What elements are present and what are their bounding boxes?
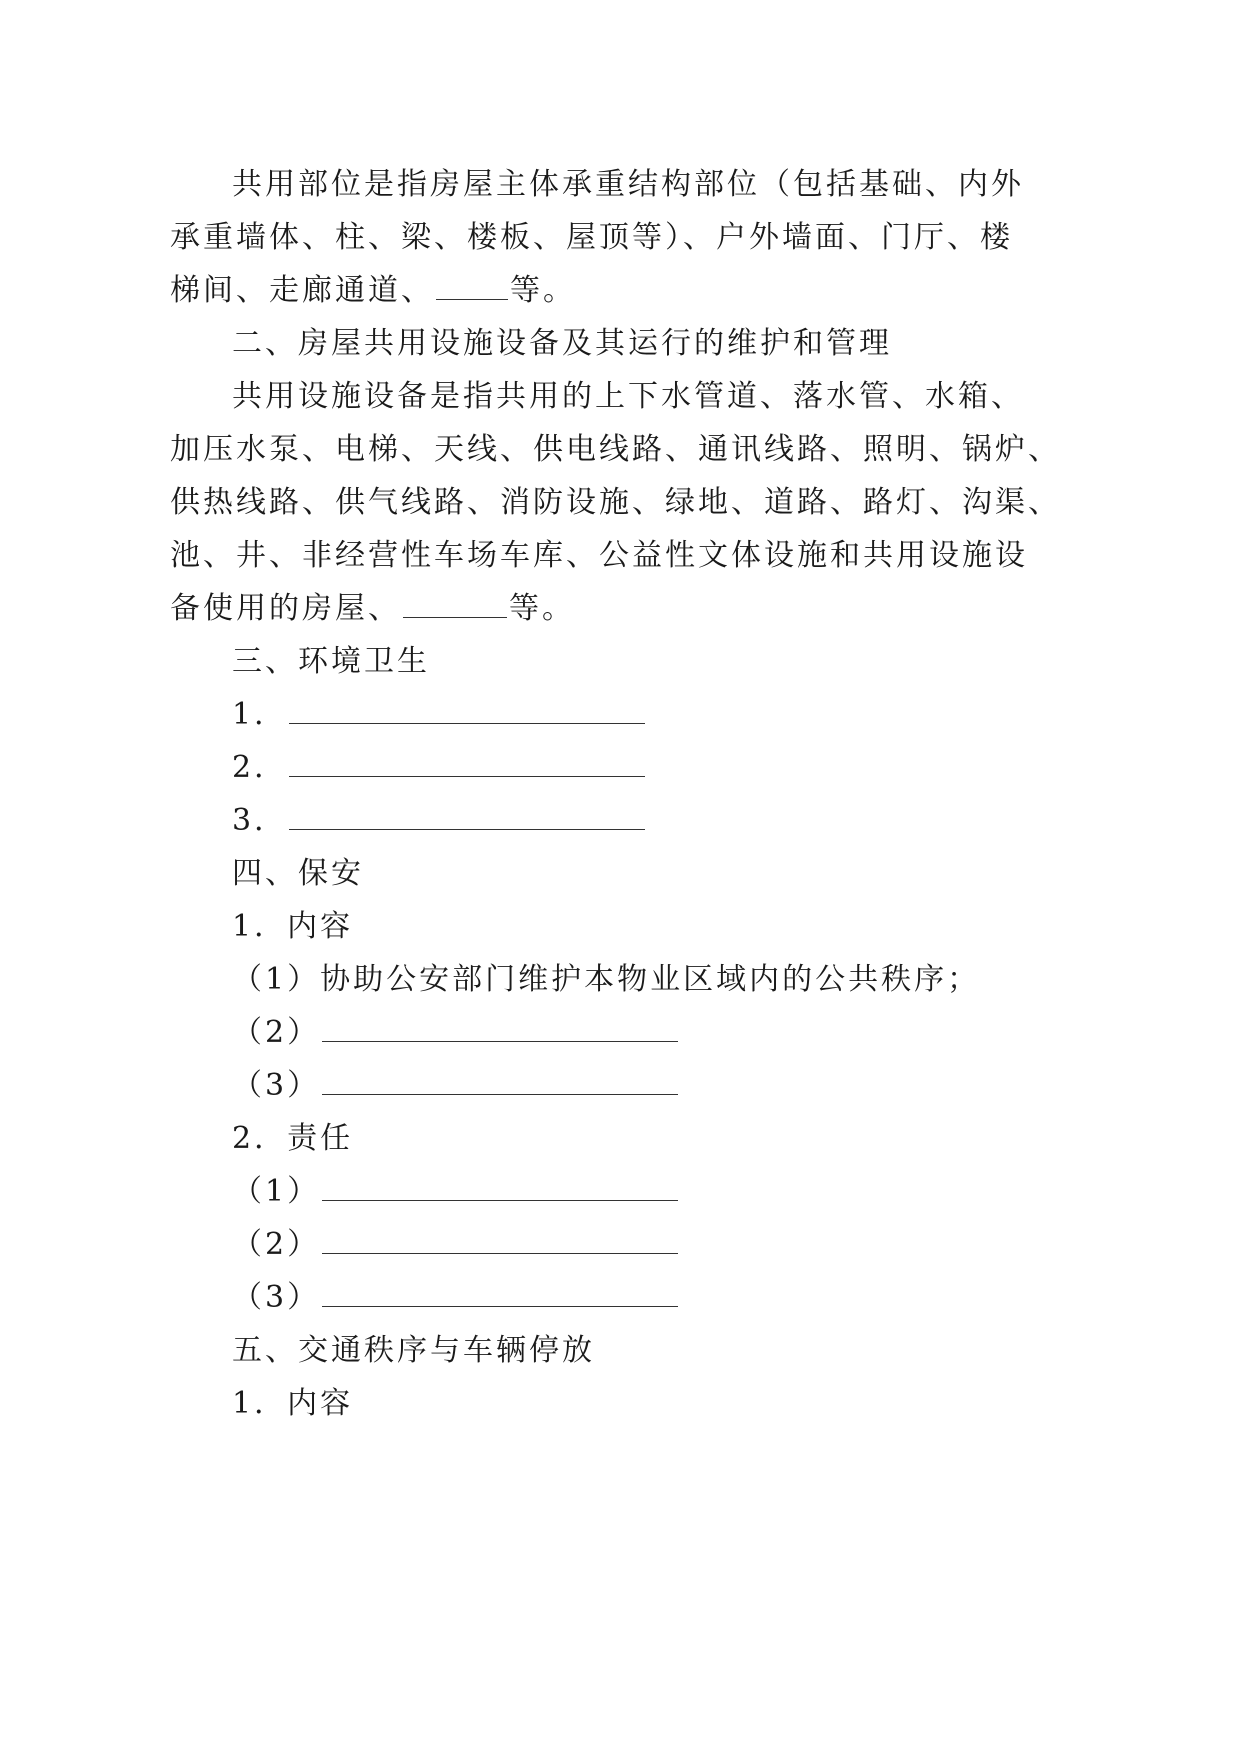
numbered-item	[232, 1064, 680, 1108]
paragraph-line	[232, 375, 1024, 419]
numbered-item	[232, 1170, 680, 1214]
fill-in-blank[interactable]	[322, 1223, 678, 1254]
line-text: 共用部位是指房屋主体承重结构部位（包括基础、内外	[232, 167, 1024, 202]
sub-heading	[232, 905, 353, 949]
fill-in-blank[interactable]	[289, 799, 645, 830]
numbered-item	[232, 693, 647, 737]
line-text: 备使用的房屋、	[170, 591, 401, 626]
line-text: 承重墙体、柱、梁、楼板、屋顶等）、户外墙面、门厅、楼	[170, 220, 1013, 255]
section-heading	[232, 852, 364, 896]
fill-in-blank[interactable]	[289, 693, 645, 724]
section-heading	[232, 322, 892, 366]
paragraph-line	[170, 587, 575, 631]
heading-text: 三、环境卫生	[232, 644, 430, 679]
line-text: 加压水泵、电梯、天线、供电线路、通讯线路、照明、锅炉、	[170, 432, 1061, 467]
sub-heading-text: 1．内容	[232, 1386, 354, 1421]
section-heading	[232, 640, 430, 684]
item-number: （2）	[232, 1227, 321, 1262]
numbered-item	[232, 958, 980, 1002]
sub-heading	[232, 1117, 353, 1161]
line-text-suffix: 等。	[509, 591, 575, 626]
fill-in-blank[interactable]	[289, 746, 645, 777]
numbered-item	[232, 1223, 680, 1267]
heading-text: 五、交通秩序与车辆停放	[232, 1333, 595, 1368]
item-number: （3）	[232, 1280, 321, 1315]
line-text: 供热线路、供气线路、消防设施、绿地、道路、路灯、沟渠、	[170, 485, 1061, 520]
numbered-item	[232, 746, 647, 790]
heading-text: 四、保安	[232, 856, 364, 891]
numbered-item	[232, 799, 647, 843]
paragraph-line	[232, 163, 1024, 207]
item-number: （3）	[232, 1068, 321, 1103]
item-number: （1）	[232, 1174, 321, 1209]
section-heading	[232, 1329, 595, 1373]
numbered-item	[232, 1276, 680, 1320]
item-number: 1．	[232, 697, 288, 732]
paragraph-line	[170, 534, 1028, 578]
line-text: 梯间、走廊通道、	[170, 273, 434, 308]
fill-in-blank[interactable]	[322, 1011, 678, 1042]
fill-in-blank[interactable]	[403, 587, 507, 618]
paragraph-line	[170, 428, 1061, 472]
line-text: 共用设施设备是指共用的上下水管道、落水管、水箱、	[232, 379, 1024, 414]
item-number: 2．	[232, 750, 288, 785]
fill-in-blank[interactable]	[322, 1276, 678, 1307]
fill-in-blank[interactable]	[322, 1064, 678, 1095]
paragraph-line	[170, 269, 576, 313]
item-text: （1）协助公安部门维护本物业区域内的公共秩序；	[232, 962, 981, 997]
line-text: 池、井、非经营性车场车库、公益性文体设施和共用设施设	[170, 538, 1028, 573]
paragraph-line	[170, 216, 1013, 260]
item-number: （2）	[232, 1015, 321, 1050]
sub-heading-text: 1．内容	[232, 909, 354, 944]
sub-heading-text: 2．责任	[232, 1121, 354, 1156]
item-number: 3．	[232, 803, 288, 838]
fill-in-blank[interactable]	[436, 269, 508, 300]
numbered-item	[232, 1011, 680, 1055]
paragraph-line	[170, 481, 1061, 525]
heading-text: 二、房屋共用设施设备及其运行的维护和管理	[232, 326, 892, 361]
line-text-suffix: 等。	[510, 273, 576, 308]
fill-in-blank[interactable]	[322, 1170, 678, 1201]
sub-heading	[232, 1382, 353, 1426]
